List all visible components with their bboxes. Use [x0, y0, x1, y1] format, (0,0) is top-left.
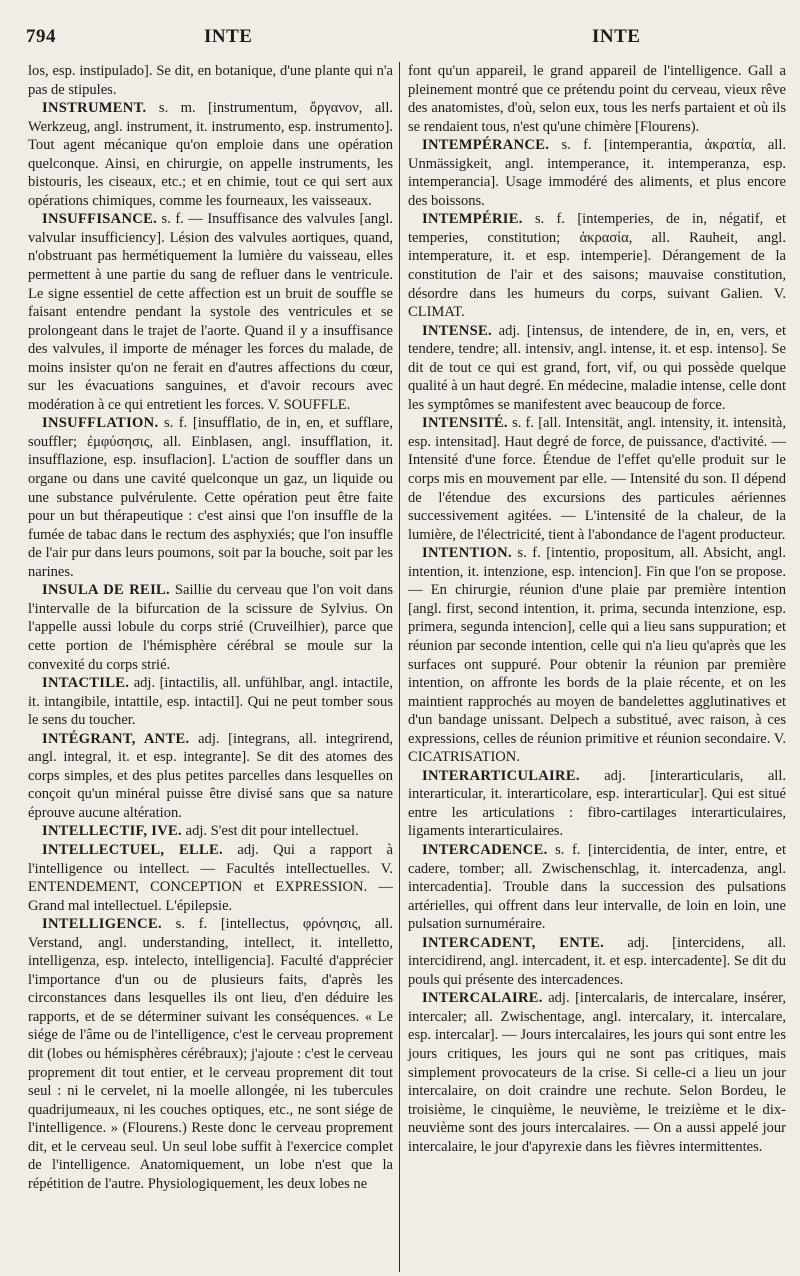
entry-intactile	[28, 674, 393, 730]
headword: INTERCADENCE.	[422, 841, 548, 858]
guide-word-right: INTE	[592, 26, 641, 47]
definition: s. f. [intellectus, φρόνησις, all. Verstand, angl. understanding, intellect, it. intelletto, intelligenza, esp. intelecto, intelligencia]. Faculté d'apprécier l'importance d'un ou de plusieurs faits, d'après les circonstances dans lesquelles ils ont lieu, d'en déduire les rapports, et de se déterminer suivant les conséquences. « Le siége de l'âme ou de l'intelligence, c'est le cerveau proprement dit (lobes ou hémisphères cérébraux); j'ajoute : c'est le cerveau proprement dit tout entier, et le cerveau proprement dit tout seul : ni le cervelet, ni la moelle allongée, ni les tubercules quadrijumeaux, ni les couches optiques, etc., ne sont siége de l'intelligence. » (Flourens.) Reste donc le cerveau proprement dit, et le cerveau seul. Un seul lobe suffit à l'exercice complet de l'intelligence. Anatomiquement, un lobe n'est que la répétition de l'autre. Physiologiquement, les deux lobes ne	[28, 916, 393, 1192]
entry-intemperance	[408, 136, 786, 210]
entry-continuation: los, esp. instipulado]. Se dit, en botanique, d'une plante qui n'a pas de stipules.	[28, 63, 393, 98]
entry-intense	[408, 322, 786, 415]
definition: s. m. [instrumentum, ὄργανον, all. Werkzeug, angl. instrument, it. instrumento, esp. instrumento]. Tout agent mécanique qu'on emploie dans une opération quelconque. Ainsi, en chirurgie, on appelle instruments, les bistouris, les ciseaux, etc.; et en chimie, tout ce qui sert aux opérations chimiques, comme les fourneaux, les vaisseaux.	[28, 100, 393, 209]
definition: Saillie du cerveau que l'on voit dans l'intervalle de la bifurcation de la scissure de Sylvius. On l'appelle aussi lobule du corps strié (Cruveilhier), parce que cette portion de l'hémisphère cérébral se moule sur la convexité du corps strié.	[28, 582, 394, 673]
entry-intellectif	[28, 822, 393, 841]
entry-intellectuel	[28, 841, 393, 915]
column-divider	[399, 62, 400, 1272]
definition: adj. [integrans, all. integrirend, angl. integral, it. et esp. integrante]. Se dit des atomes des corps simples, et des plus petites parcelles dans lesquelles on conçoit qu'un minéral puisse être divisé sans que sa nature éprouve aucune altération.	[28, 730, 393, 821]
entry-intelligence	[28, 915, 393, 1193]
entry-intemperie	[408, 210, 786, 321]
headword: INTEMPÉRANCE.	[422, 137, 550, 154]
headword: INTACTILE.	[42, 675, 130, 692]
entry-intention	[408, 544, 786, 767]
definition: s. f. — Insuffisance des valvules [angl. valvular insufficiency]. Lésion des valvules aortiques, quand, n'obstruant pas hermétiquement la lumière du vaisseau, elles permettent à une partie du sang de refluer dans le ventricule. Le signe essentiel de cette affection est un bruit de souffle se faisant entendre pendant la systole des ventricules et se prolongeant dans le trajet de l'aorte. Quand il y a insuffisance des valvules, il importe de ménager les forces du malade, de moins insister qu'on ne ferait en d'autres affections du cœur, sur les évacuations sanguines, et d'avoir recours avec modération à ce qui entretient les forces. V. SOUFFLE.	[28, 211, 394, 413]
headword: INSUFFLATION.	[42, 415, 159, 432]
definition: adj. [interarticularis, all. interarticular, it. interarticolare, esp. interarticular]. Qui est situé entre les articulations : fibro-cartilages interarticulaires, ligaments interarticulaires.	[408, 767, 786, 840]
guide-word-left: INTE	[204, 26, 253, 47]
entry-insuffisance	[28, 210, 393, 414]
definition: s. f. [intemperies, de in, négatif, et temperies, constitution; ἀκρασία, all. Rauheit, angl. intemperature, it. et esp. intemperie]. Dérangement de la constitution de l'air et des saisons; mauvaise constitution, désordre dans les humeurs du corps, suivant Galien. V. CLIMAT.	[408, 211, 786, 321]
definition: s. f. [all. Intensität, angl. intensity, it. intensità, esp. intensitad]. Haut degré de force, de puissance, d'activité. — Intensité d'une force. Étendue de l'effet qu'elle produit sur le corps mis en mouvement par elle. — Intensité du son. Il dépend de l'étendue des excursions des particules aériennes successivement agitées. — L'intensité de la chaleur, de la lumière, de l'électricité, tient à l'abondance de l'agent producteur.	[408, 415, 786, 543]
definition: adj. [intactilis, all. unfühlbar, angl. intactile, it. intangibile, intattile, esp. intactil]. Qui ne peut tomber sous le sens du toucher.	[28, 675, 394, 729]
definition: adj. [intercalaris, de intercalare, insérer, intercaler; all. Zwischentage, angl. intercalary, it. intercalare, esp. intercalar]. — Jours intercalaires, les jours qui sont entre les jours critiques, les jours qui ne sont pas critiques, mais simplement provocateurs de la crise. Si celle-ci a lieu un jour intercalaire, on doit craindre une rechute. Selon Bordeu, le troisième, le cinquième, le neuvième, le treizième et le dix-neuvième sont des jours intercalaires. — On a aussi appelé jour intercalaire, le jour d'apyrexie dans les fièvres intermittentes.	[408, 990, 786, 1155]
page-number: 794	[26, 26, 56, 47]
headword: INSULA DE REIL.	[42, 582, 170, 599]
headword: INTÉGRANT, ANTE.	[42, 730, 190, 747]
headword: INTELLECTUEL, ELLE.	[42, 841, 223, 858]
definition: s. f. [intercidentia, de inter, entre, et cadere, tomber; all. Zwischenschlag, it. intercadenza, angl. intercadentia]. Trouble dans la succession des pulsations artérielles, qui offrent dans leur intervalle, de loin en loin, une pulsation surnuméraire.	[408, 841, 787, 933]
entry-intercadence	[408, 841, 786, 934]
entry-integrant	[28, 730, 393, 823]
two-column-body	[14, 62, 786, 1272]
headword: INTERCADENT, ENTE.	[422, 934, 605, 951]
running-header	[14, 26, 786, 62]
headword: INSUFFISANCE.	[42, 211, 158, 228]
headword: INTERCALAIRE.	[422, 990, 543, 1007]
definition: s. f. [intemperantia, ἀκρατία, all. Unmässigkeit, angl. intemperance, it. intemperanza, esp. intemperancia]. Usage immodéré des aliments, et plus encore des boissons.	[408, 137, 787, 209]
entry-intensite	[408, 414, 786, 544]
headword: INSTRUMENT.	[42, 100, 147, 117]
headword: INTENTION.	[422, 545, 512, 562]
left-column	[14, 62, 397, 1272]
headword: INTELLECTIF, IVE.	[42, 823, 182, 840]
headword: INTEMPÉRIE.	[422, 211, 523, 228]
headword: INTELLIGENCE.	[42, 916, 162, 933]
entry-intercadent	[408, 934, 786, 990]
definition: adj. [intercidens, all. intercidirend, angl. intercadent, it. et esp. intercadente]. Se dit du pouls qui présente des intercadences.	[408, 934, 786, 988]
entry-continuation: font qu'un appareil, le grand appareil de l'intelligence. Gall a pleinement montré que ce prétendu point du cerveau, vieux rêve des anatomistes, d'où, selon eux, tous les nerfs partaient et où ils se rendaient tous, n'est qu'une chimère [Flourens).	[408, 63, 786, 135]
entry-insufflation	[28, 414, 393, 581]
definition: adj. Qui a rapport à l'intelligence ou intellect. — Facultés intellectuelles. V. ENTENDEMENT, CONCEPTION et EXPRESSION. — Grand mal intellectuel. L'épilepsie.	[28, 841, 394, 914]
headword: INTENSITÉ.	[422, 415, 508, 432]
entry-insula-de-reil	[28, 581, 393, 674]
entry-intercalaire	[408, 989, 786, 1156]
entry-interarticulaire	[408, 767, 786, 841]
definition: s. f. [intentio, propositum, all. Absicht, angl. intention, it. intenzione, esp. intencion]. Fin que l'on se propose. — En chirurgie, réunion d'une plaie par première intention [angl. first, second intention, it. prima, secunda intenzione, esp. primera, segunda intencion], celle qui a lieu sans suppuration; et réunion par seconde intention, celle qui n'a lieu qu'après que les surfaces ont suppuré. Pour obtenir la réunion par première intention, on affronte les bords de la plaie récente, et on les maintient rapprochés au moyen de bandelettes agglutinatives et d'un bandage unissant. Delpech a substitué, avec raison, à ces expressions, celles de réunion primitive et réunion secondaire. V. CICATRISATION.	[408, 545, 786, 766]
headword: INTENSE.	[422, 322, 492, 339]
definition: s. f. [insufflatio, de in, en, et sufflare, souffler; ἐμφύσησις, all. Einblasen, angl. insufflation, it. insufflazione, esp. insuflacion]. L'action de souffler dans un organe ou dans une cavité quelconque un gaz, un liquide ou une substance pulvérulente. Cette opération peut être faite pour un but thérapeutique : c'est ainsi que l'on insuffle de la fumée de tabac dans le rectum des asphyxiés; que l'on insuffle de l'air pur dans leurs poumons, soit par la bouche, soit par les narines.	[28, 415, 393, 580]
right-column	[402, 62, 786, 1272]
definition: adj. [intensus, de intendere, de in, en, vers, et tendere, tendre; all. intensiv, angl. intense, it. et esp. intenso]. Se dit de tout ce qui est grand, fort, vif, ou qui possède quelque qualité à un haut degré. En médecine, maladie intense, celle dont les symptômes se manifestent avec beaucoup de force.	[408, 322, 786, 413]
headword: INTERARTICULAIRE.	[422, 767, 580, 784]
definition: adj. S'est dit pour intellectuel.	[185, 823, 359, 840]
entry-instrument	[28, 99, 393, 210]
